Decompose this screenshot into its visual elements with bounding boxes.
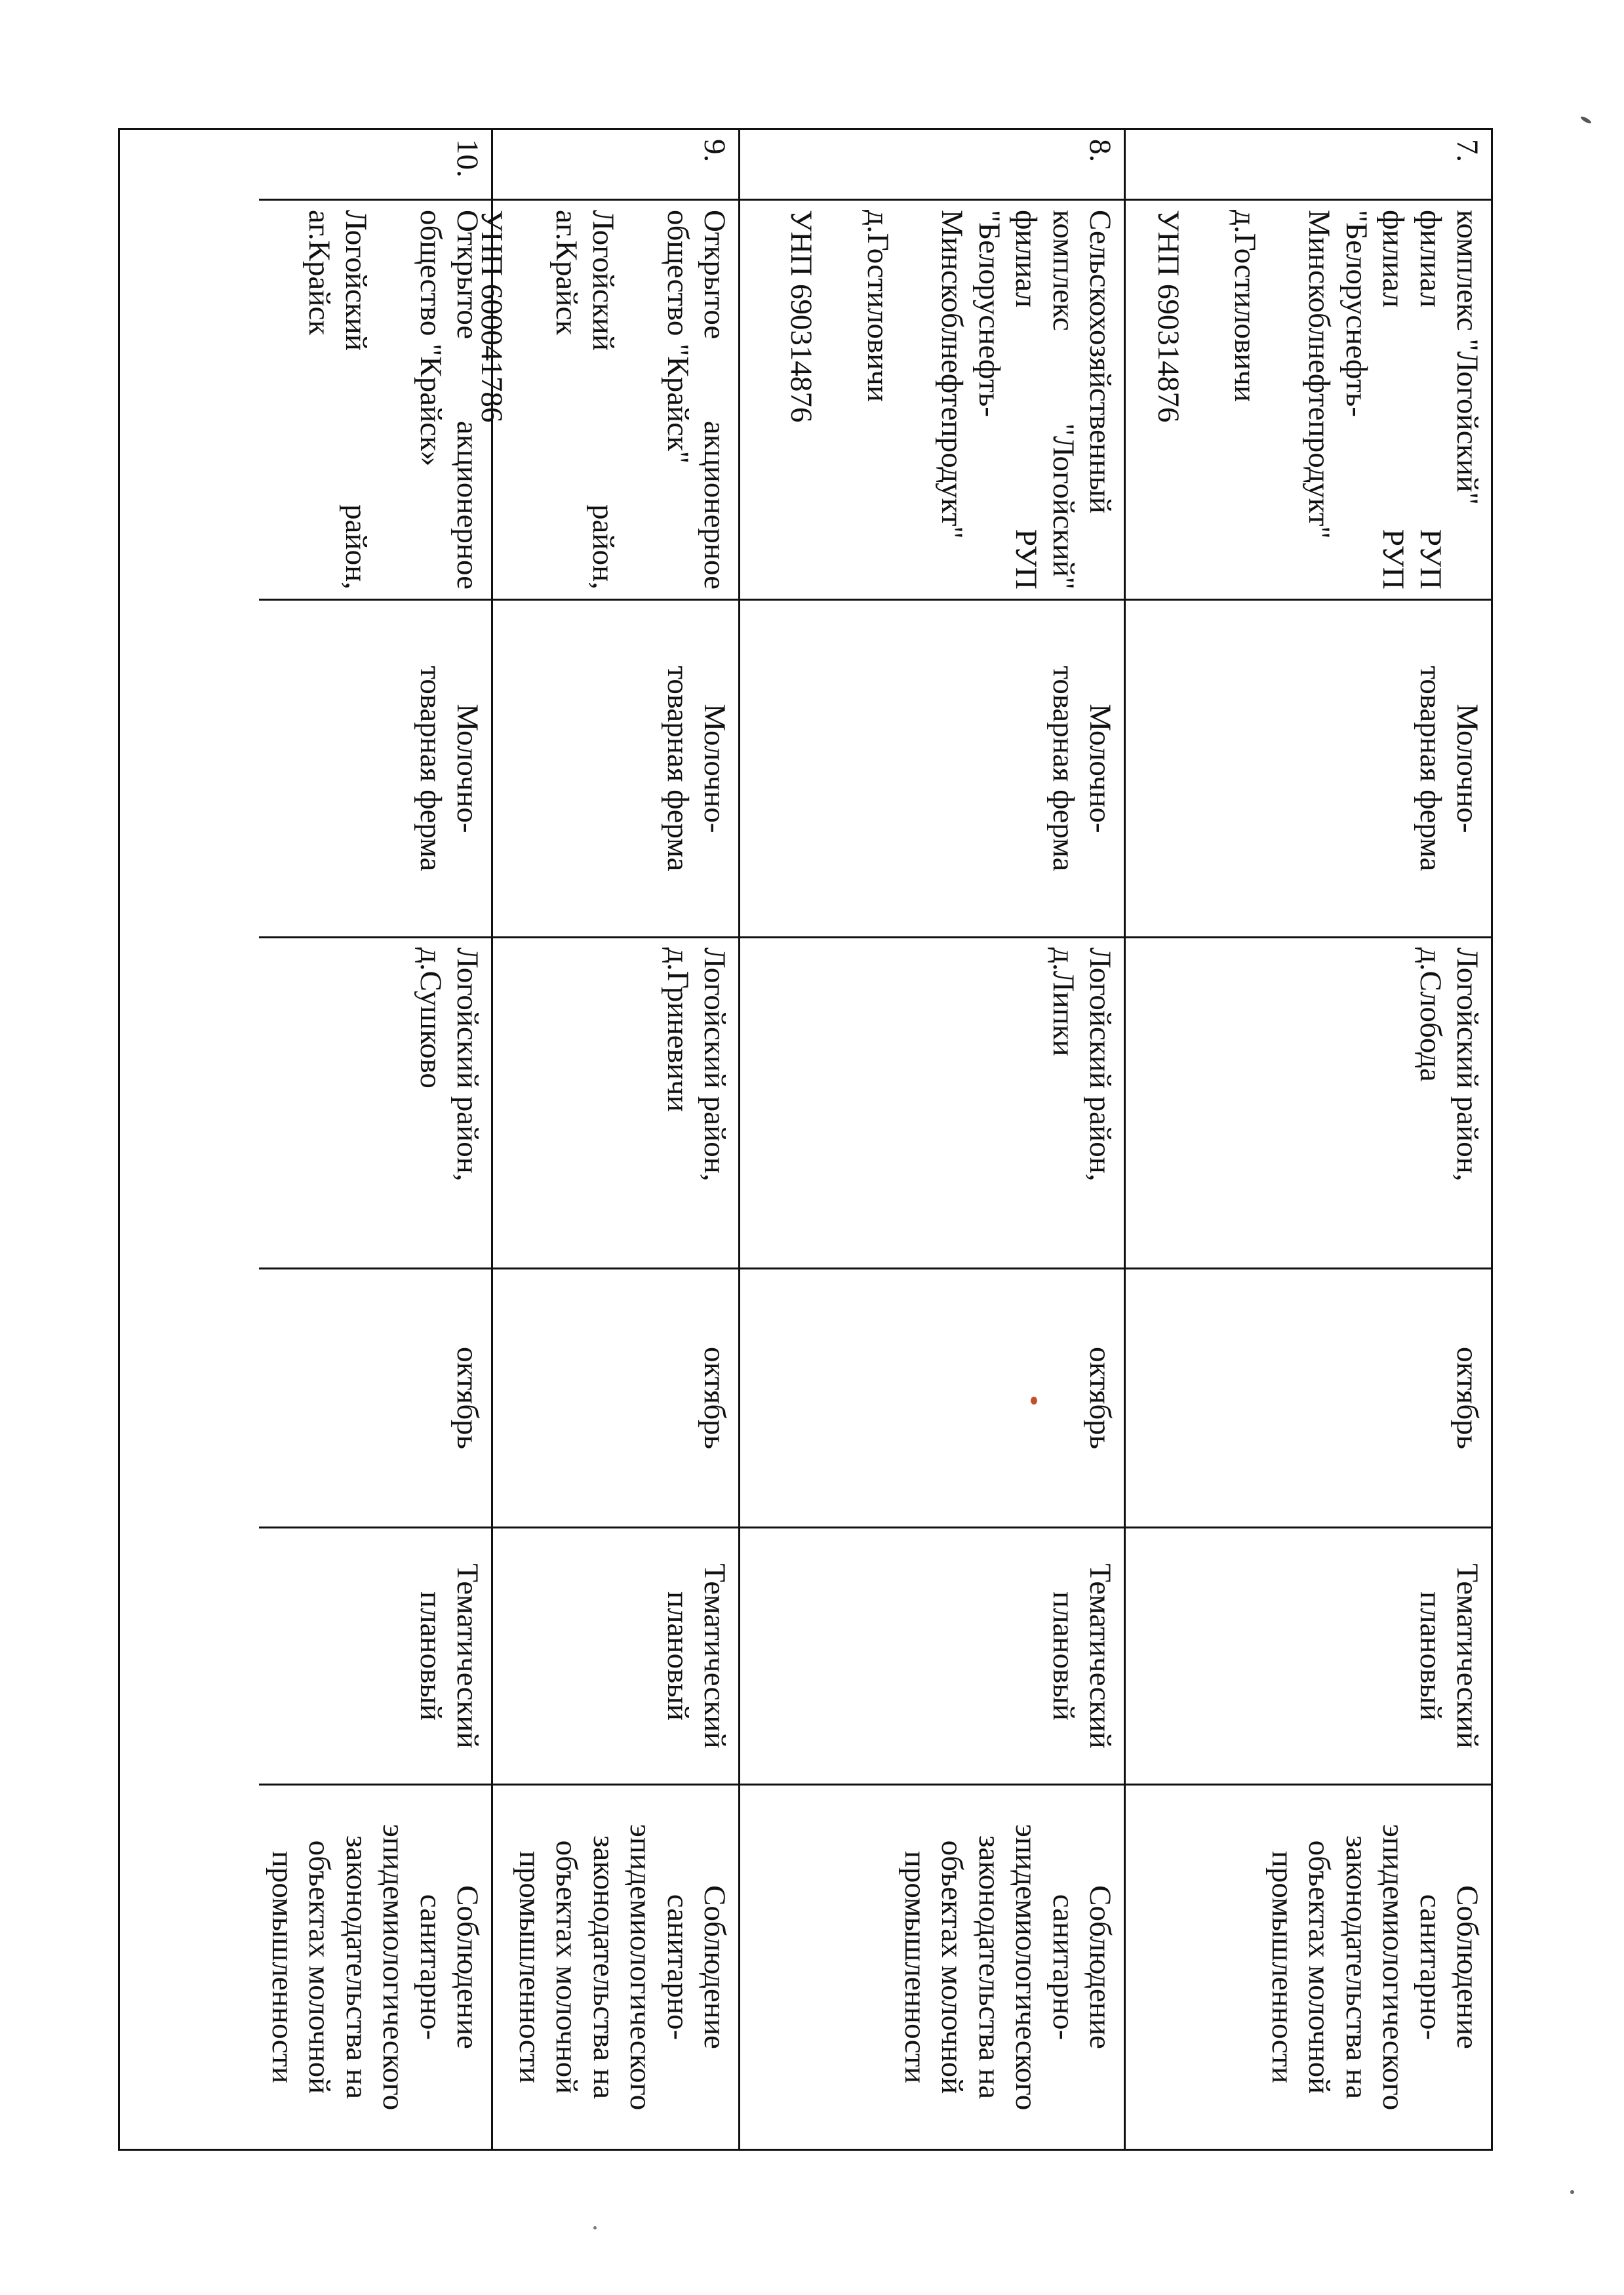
location-line: д.Слобода — [1413, 948, 1448, 1082]
subject-line: санитарно- — [660, 1894, 695, 2041]
object-line: Молочно- — [1450, 704, 1484, 833]
subject-line: эпидемиологического — [624, 1824, 658, 2111]
inspection-type-cell — [259, 1528, 491, 1786]
location-line: Логойский район, — [698, 948, 732, 1182]
type-line: Тематический — [698, 1563, 732, 1749]
object-cell — [740, 601, 1124, 938]
org-line: Минскоблнефтепродукт" — [935, 210, 970, 539]
location-line: д.Сушково — [413, 948, 448, 1088]
location-cell — [740, 938, 1124, 1269]
subject-line: промышленности — [266, 1850, 300, 2084]
subject-line: объектах молочной — [549, 1840, 584, 2094]
org-address: д.Гостиловичи — [1228, 210, 1263, 403]
org-word: "Логойский" — [1046, 423, 1080, 589]
type-line: плановый — [1413, 1591, 1448, 1721]
org-line — [449, 210, 486, 589]
subject-line: Соблюдение — [698, 1885, 732, 2049]
org-word: акционерное — [450, 420, 485, 589]
scan-speck — [1570, 2190, 1574, 2194]
location-line: Логойский район, — [1450, 948, 1484, 1182]
inspection-type-cell — [1126, 1528, 1491, 1786]
row-number: 8. — [740, 130, 1124, 201]
month-cell: октябрь — [493, 1269, 738, 1528]
address-line — [585, 210, 622, 589]
location-line: Логойский район, — [450, 948, 485, 1182]
subject-cell — [259, 1786, 491, 2149]
type-line: плановый — [1046, 1591, 1080, 1721]
subject-cell — [493, 1786, 738, 2149]
org-unp: УНП 690314876 — [783, 210, 818, 423]
subject-line: объектах молочной — [302, 1840, 337, 2094]
org-line — [1412, 210, 1448, 589]
org-line: общество "Крайск" — [660, 210, 695, 464]
month-cell: октябрь — [259, 1269, 491, 1528]
table-row — [738, 130, 1124, 2149]
object-cell — [259, 601, 491, 938]
type-line: Тематический — [1083, 1563, 1117, 1749]
org-line: "Белоруснефть- — [1339, 210, 1374, 417]
org-line: "Белоруснефть- — [972, 210, 1006, 417]
org-word: РУП — [1009, 529, 1044, 589]
org-line — [1375, 210, 1412, 589]
org-line — [1449, 210, 1486, 589]
organization-cell — [475, 201, 738, 601]
subject-line: промышленности — [898, 1850, 933, 2084]
row-number: 9. — [493, 130, 738, 201]
address-line: аг.Крайск — [549, 210, 584, 336]
location-cell — [493, 938, 738, 1269]
org-word: акционерное — [698, 420, 732, 589]
table-row — [1124, 130, 1491, 2149]
subject-cell — [740, 1786, 1124, 2149]
org-word: РУП — [1376, 529, 1411, 589]
location-line: Логойский район, — [1083, 948, 1117, 1182]
object-line: Молочно- — [1083, 704, 1117, 833]
table-row — [259, 130, 491, 2149]
org-unp: УНП 690314876 — [1151, 210, 1185, 423]
org-word: филиал — [1413, 210, 1448, 308]
org-word: филиал — [1009, 210, 1044, 308]
address-word: Логойский — [339, 210, 374, 351]
org-word: комплекс — [1046, 210, 1080, 331]
type-line: плановый — [413, 1591, 448, 1721]
location-cell — [1126, 938, 1491, 1269]
address-word: Логойский — [586, 210, 621, 351]
org-line-text: комплекс "Логойский" — [1450, 210, 1484, 505]
org-word: РУП — [1413, 529, 1448, 589]
organization-cell — [259, 201, 491, 601]
org-line: общество "Крайск» — [413, 210, 448, 467]
type-line: Тематический — [1450, 1563, 1484, 1749]
org-line: Сельскохозяйственный — [1083, 210, 1117, 514]
subject-line: объектах молочной — [935, 1840, 970, 2094]
table-row — [475, 130, 738, 2149]
month-cell: октябрь — [740, 1269, 1124, 1528]
subject-line: эпидемиологического — [1009, 1824, 1044, 2111]
address-word: район, — [339, 504, 374, 589]
address-word: район, — [586, 504, 621, 589]
organization-cell — [1126, 201, 1491, 601]
org-word: Открытое — [698, 210, 732, 340]
org-word: Открытое — [450, 210, 485, 340]
row-number: 7. — [1126, 130, 1491, 201]
object-line: товарная ферма — [1046, 666, 1080, 871]
org-unp: УНП 600041786 — [475, 210, 509, 423]
location-line: д.Гриневичи — [660, 948, 695, 1112]
org-word: филиал — [1376, 210, 1411, 308]
subject-line: законодательства на — [339, 1835, 374, 2100]
inspection-type-cell — [493, 1528, 738, 1786]
object-line: товарная ферма — [1413, 666, 1448, 871]
subject-line: санитарно- — [1046, 1894, 1080, 2041]
object-line: товарная ферма — [413, 666, 448, 871]
inspection-plan-table — [118, 128, 1493, 2151]
subject-line: законодательства на — [586, 1835, 621, 2100]
org-line — [1044, 210, 1081, 589]
subject-line: законодательства на — [1339, 1835, 1374, 2100]
address-line: аг.Крайск — [302, 210, 336, 336]
org-line — [696, 210, 733, 589]
subject-line: Соблюдение — [1450, 1885, 1484, 2049]
object-cell — [1126, 601, 1491, 938]
scan-speck — [1031, 1397, 1037, 1405]
object-line: Молочно- — [698, 704, 732, 833]
inspection-type-cell — [740, 1528, 1124, 1786]
object-line: Молочно- — [450, 704, 485, 833]
subject-line: санитарно- — [413, 1894, 448, 2041]
subject-line: эпидемиологического — [376, 1824, 411, 2111]
subject-line: Соблюдение — [1083, 1885, 1117, 2049]
subject-line: эпидемиологического — [1376, 1824, 1411, 2111]
subject-line: санитарно- — [1413, 1894, 1448, 2041]
type-line: плановый — [660, 1591, 695, 1721]
subject-line: Соблюдение — [450, 1885, 485, 2049]
month-cell: октябрь — [1126, 1269, 1491, 1528]
location-cell — [259, 938, 491, 1269]
type-line: Тематический — [450, 1563, 485, 1749]
subject-line: промышленности — [513, 1850, 547, 2084]
object-cell — [493, 601, 738, 938]
subject-line: промышленности — [1265, 1850, 1300, 2084]
org-address: д.Гостиловичи — [861, 210, 896, 403]
organization-cell — [740, 201, 1124, 601]
location-line: д.Липки — [1046, 948, 1080, 1056]
org-line — [1008, 210, 1044, 589]
address-line — [338, 210, 374, 589]
object-line: товарная ферма — [660, 666, 695, 871]
subject-line: объектах молочной — [1302, 1840, 1337, 2094]
scan-speck — [593, 2226, 597, 2229]
subject-cell — [1126, 1786, 1491, 2149]
row-number: 10. — [259, 130, 491, 201]
org-line: Минскоблнефтепродукт" — [1302, 210, 1337, 539]
subject-line: законодательства на — [972, 1835, 1006, 2100]
